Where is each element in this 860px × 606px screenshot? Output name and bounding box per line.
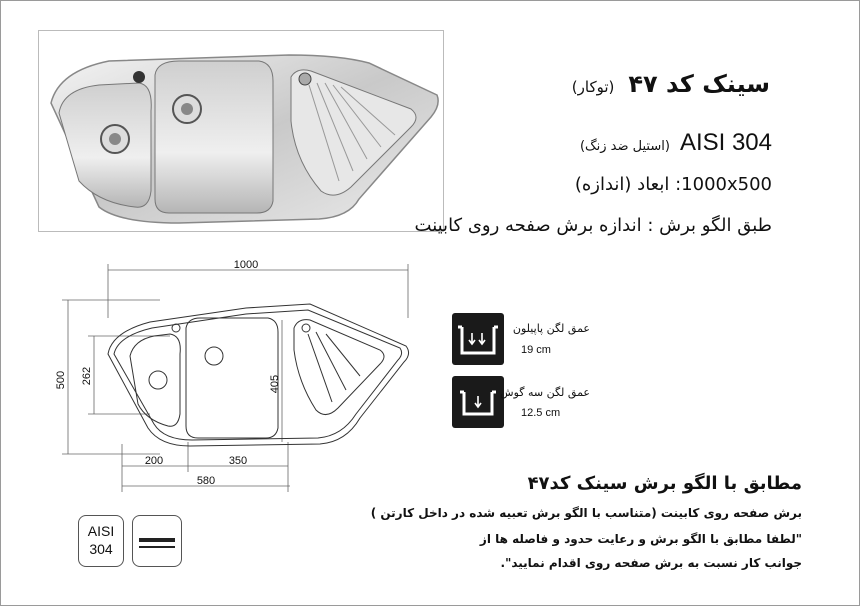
dim-depth: 500 bbox=[55, 370, 67, 390]
dim-seg-3: 580 bbox=[196, 475, 216, 487]
dim-width: 1000 bbox=[233, 259, 259, 271]
steel-sheet-icon bbox=[133, 516, 181, 566]
instructions-heading: مطابق با الگو برش سینک کد۴۷ bbox=[527, 473, 802, 494]
thickness-badge bbox=[132, 515, 182, 567]
instructions-line-3: جوانب کار نسبت به برش صفحه روی اقدام نمایید". bbox=[500, 556, 802, 570]
sink-photo bbox=[38, 30, 444, 232]
dim-seg-2: 350 bbox=[228, 455, 248, 467]
shallow-bowl-value: 12.5 cm bbox=[521, 407, 561, 419]
dim-bowl-depth: 405 bbox=[269, 374, 281, 394]
instructions-line-2: "لطفا مطابق با الگو برش و رعایت حدود و فاصله ها از bbox=[479, 532, 802, 546]
dim-seg-1: 200 bbox=[144, 455, 164, 467]
shallow-bowl-label: عمق لگن سه گوش bbox=[500, 386, 590, 399]
dimensions-text: 1000x500: ابعاد (اندازه) bbox=[574, 174, 772, 195]
cutout-note: طبق الگو برش : اندازه برش صفحه روی کابینت bbox=[414, 215, 772, 236]
deep-bowl-value: 19 cm bbox=[521, 344, 551, 356]
shallow-bowl-icon bbox=[452, 376, 504, 428]
material-code: AISI 304(استیل ضد زنگ) bbox=[579, 129, 772, 156]
aisi-badge: AISI 304 bbox=[78, 515, 124, 567]
deep-bowl-icon bbox=[452, 313, 504, 365]
instructions-line-1: برش صفحه روی کابینت (متناسب با الگو برش تعبیه شده در داخل کارتن ) bbox=[370, 506, 802, 520]
technical-drawing bbox=[50, 258, 430, 502]
dim-inner-depth: 262 bbox=[81, 366, 93, 386]
product-title: سینک کد ۴۷(توکار) bbox=[571, 70, 770, 98]
deep-bowl-label: عمق لگن پاپیلون bbox=[512, 322, 590, 335]
